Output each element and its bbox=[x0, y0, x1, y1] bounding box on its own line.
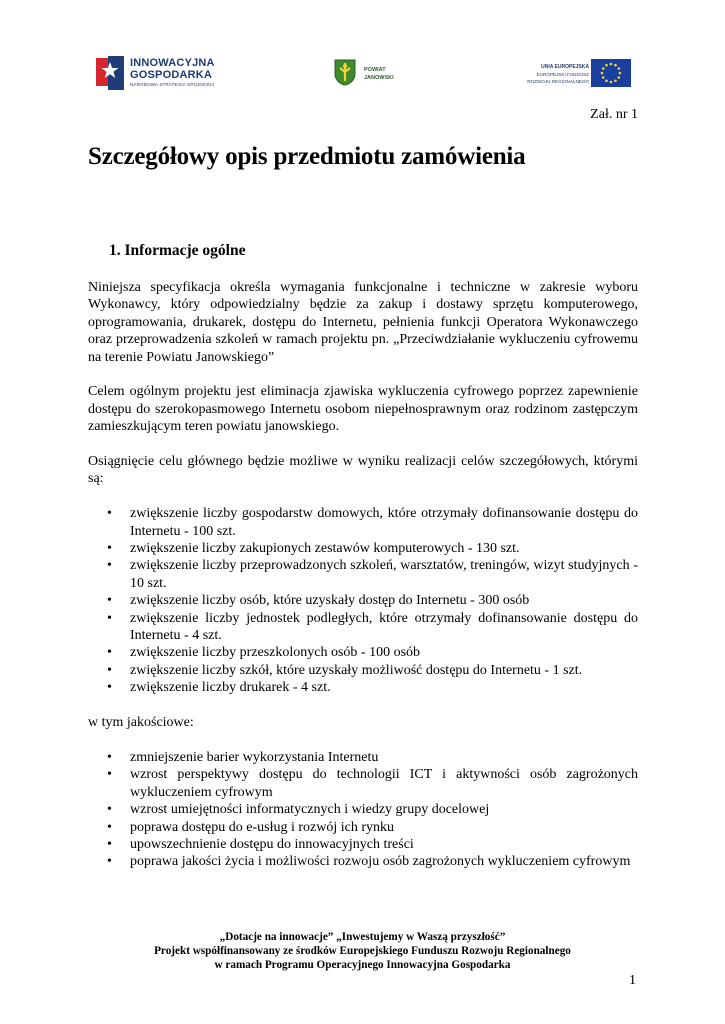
list-item-text: poprawa jakości życia i możliwości rozwoju osób zagrożonych wykluczeniem cyfrowym bbox=[130, 854, 631, 870]
eu-fund-logo bbox=[519, 59, 631, 91]
list-item-text: wzrost perspektywy dostępu do technologii ICT i aktywności osób zagrożonych wykluczeniem cyfrowym bbox=[130, 767, 638, 800]
bullet-icon: • bbox=[107, 819, 112, 835]
list-item bbox=[88, 644, 638, 661]
bullet-icon: • bbox=[107, 802, 112, 818]
eu-logo-line1: UNIA EUROPEJSKA bbox=[541, 64, 589, 70]
document-footer bbox=[60, 930, 665, 973]
list-item bbox=[88, 505, 638, 540]
list-item bbox=[88, 749, 638, 766]
eu-logo-line2: EUROPEJSKI FUNDUSZ bbox=[536, 72, 589, 77]
bullet-icon: • bbox=[107, 662, 112, 678]
qualitative-goals-list bbox=[88, 749, 638, 871]
header-logos bbox=[92, 52, 631, 98]
eu-logo-line3: ROZWOJU REGIONALNEGO bbox=[527, 79, 589, 84]
list-item-text: poprawa dostępu do e-usług i rozwój ich rynku bbox=[130, 819, 394, 835]
bullet-icon: • bbox=[107, 610, 112, 626]
bullet-icon: • bbox=[107, 558, 112, 574]
list-item-text: zwiększenie liczby przeszkolonych osób - 100 osób bbox=[130, 645, 421, 661]
ig-logo-subtitle: NARODOWA STRATEGIA SPÓJNOŚCI bbox=[130, 82, 215, 87]
list-item bbox=[88, 766, 638, 801]
footer-line3: w ramach Programu Operacyjnego Innowacyjna Gospodarka bbox=[214, 959, 511, 972]
bullet-icon: • bbox=[107, 541, 112, 557]
document-title: Szczegółowy opis przedmiotu zamówienia bbox=[88, 143, 526, 170]
goal-paragraph: Celem ogólnym projektu jest eliminacja zjawiska wykluczenia cyfrowego poprzez zapewnienie dostępu do szerokopasmowego Internetu osobom niepełnosprawnym oraz rodzinom zastępczym zamieszkującym teren powiatu janowskiego. bbox=[88, 384, 638, 435]
intro-paragraph: Niniejsza specyfikacja określa wymagania funkcjonalne i techniczne w zakresie wyboru Wykonawcy, który odpowiedzialny będzie za zakup i dostawy sprzętu komputerowego, oprogramowania, drukarek, dostępu do Internetu, pełnienia funkcji Operatora Wykonawczego oraz przeprowadzenia szkoleń w ramach projektu pn. „Przeciwdziałanie wykluczeniu cyfrowemu na terenie Powiatu Janowskiego” bbox=[88, 280, 638, 365]
bullet-icon: • bbox=[107, 506, 112, 522]
list-item bbox=[88, 662, 638, 679]
powiat-logo-line2: JANOWSKI bbox=[364, 75, 394, 81]
list-item-text: upowszechnienie dostępu do innowacyjnych treści bbox=[130, 836, 414, 852]
attachment-label: Zał. nr 1 bbox=[590, 107, 638, 122]
quantitative-goals-list bbox=[88, 505, 638, 696]
list-item bbox=[88, 853, 638, 870]
powiat-logo-line1: POWIAT bbox=[364, 67, 386, 73]
section-heading: 1. Informacje ogólne bbox=[109, 242, 246, 259]
bullet-icon: • bbox=[107, 836, 112, 852]
list-item-text: zwiększenie liczby osób, które uzyskały dostęp do Internetu - 300 osób bbox=[130, 593, 530, 609]
bullet-icon: • bbox=[107, 854, 112, 870]
bullet-icon: • bbox=[107, 680, 112, 696]
list-item-text: zwiększenie liczby szkół, które uzyskały możliwość dostępu do Internetu - 1 szt. bbox=[130, 662, 583, 678]
list-item-text: zwiększenie liczby jednostek podległych, które otrzymały dofinansowanie dostępu do Internetu - 4 szt. bbox=[130, 610, 638, 644]
list-item bbox=[88, 557, 638, 592]
list-item-text: zwiększenie liczby zakupionych zestawów komputerowych - 130 szt. bbox=[130, 541, 520, 557]
list-item-text: zwiększenie liczby gospodarstw domowych, które otrzymały dofinansowanie dostępu do Internetu - 100 szt. bbox=[130, 506, 638, 539]
bullet-icon: • bbox=[107, 645, 112, 661]
list-item bbox=[88, 610, 638, 645]
powiat-logo-text bbox=[364, 66, 394, 82]
document-body bbox=[88, 279, 638, 888]
ig-star-icon bbox=[96, 56, 124, 90]
ig-logo-text bbox=[130, 57, 215, 88]
bullet-icon: • bbox=[107, 593, 112, 609]
list-item bbox=[88, 679, 638, 696]
list-item-text: zwiększenie liczby drukarek - 4 szt. bbox=[130, 680, 331, 696]
list-item bbox=[88, 540, 638, 557]
page-number: 1 bbox=[629, 973, 636, 988]
footer-line1: „Dotacje na innowacje” „Inwestujemy w Waszą przyszłość” bbox=[219, 931, 506, 943]
coat-of-arms-icon bbox=[334, 59, 356, 86]
qualitative-goals-paragraph: w tym jakościowe: bbox=[88, 715, 194, 731]
eu-flag-icon bbox=[591, 59, 631, 87]
list-item bbox=[88, 836, 638, 853]
bullet-icon: • bbox=[107, 749, 112, 765]
innowacyjna-gospodarka-logo bbox=[92, 52, 232, 96]
list-item bbox=[88, 801, 638, 818]
list-item-text: zwiększenie liczby przeprowadzonych szkoleń, warsztatów, treningów, wizyt studyjnych - 10 szt. bbox=[130, 558, 638, 591]
eu-logo-text bbox=[519, 64, 589, 85]
bullet-icon: • bbox=[107, 767, 112, 783]
list-item bbox=[88, 592, 638, 609]
list-item bbox=[88, 819, 638, 836]
ig-logo-line2: GOSPODARKA bbox=[130, 69, 213, 81]
powiat-janowski-logo bbox=[334, 57, 414, 93]
list-item-text: wzrost umiejętności informatycznych i wiedzy grupy docelowej bbox=[130, 802, 490, 818]
list-item-text: zmniejszenie barier wykorzystania Internetu bbox=[130, 749, 379, 765]
specific-goals-paragraph: Osiągnięcie celu głównego będzie możliwe w wyniku realizacji celów szczegółowych, którymi są: bbox=[88, 454, 638, 487]
ig-logo-line1: INNOWACYJNA bbox=[130, 57, 215, 69]
footer-line2: Projekt współfinansowany ze środków Europejskiego Funduszu Rozwoju Regionalnego bbox=[154, 945, 571, 958]
